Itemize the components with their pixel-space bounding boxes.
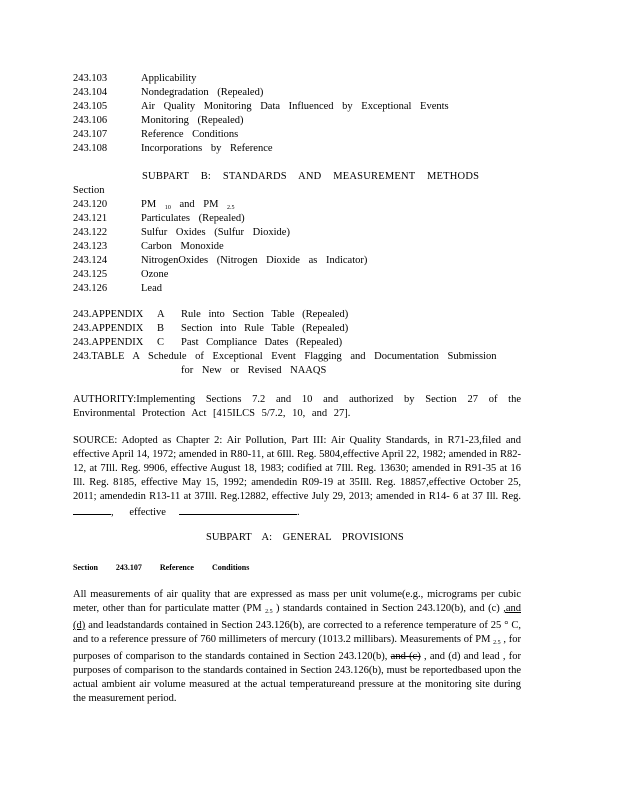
toc-number: 243.105: [73, 101, 108, 112]
toc-title: Reference Conditions: [141, 129, 239, 140]
section-heading: Section 243.107 Reference Conditions: [73, 563, 250, 572]
table-entry[interactable]: 243.TABLE A Schedule of Exceptional Event Flagging and Documentation Submission: [73, 351, 497, 362]
toc-number: 243.106: [73, 115, 108, 126]
toc-title: PM $_{10}$ and PM $_{2.5}$: [141, 199, 235, 211]
toc-title: Carbon Monoxide: [141, 241, 224, 252]
authority-text: AUTHORITY:Implementing Sections 7.2 and 10 and authorized by Section 27 of the Environmental Protection Act [415ILCS 5/7.2, 10, and 27].: [73, 394, 521, 419]
appendix-title: Section into Rule Table (Repealed): [181, 323, 349, 334]
section-body: [73, 588, 521, 706]
toc-title: Incorporations by Reference: [141, 143, 273, 154]
appendix-number: 243.APPENDIX: [73, 323, 144, 334]
toc-number: 243.126: [73, 283, 108, 294]
subpart-a-heading: SUBPART A: GENERAL PROVISIONS: [206, 532, 404, 543]
toc-title: Nondegradation (Repealed): [141, 87, 264, 98]
toc-number: 243.103: [73, 73, 108, 84]
appendix-number: 243.APPENDIX: [73, 337, 144, 348]
appendix-letter: C: [157, 337, 165, 348]
source-text: SOURCE: Adopted as Chapter 2: Air Pollution, Part III: Air Quality Standards, in R71-23,filed and effective April 14, 1972; amended in R80-11, at 6Ill. Reg. 5804,effective April 22, 1982; amended in R82-12, at 7Ill. Reg. 9906, effective August 18, 1983; codified at 7Ill. Reg. 13630; amended in R91-35 at 16 Ill. Reg. 8185, effective May 15, 1992; amendedin R09-19 at 35Ill. Reg. 18857,effective October 25, 2011; amendedin R13-11 at 37Ill. Reg.12882, effective July 29, 2013; amended in R14- 6 at 37 Ill. Reg. , effective .: [73, 435, 521, 518]
toc-title: Particulates (Repealed): [141, 213, 245, 224]
toc-number: 243.120: [73, 199, 108, 210]
appendix-title: Rule into Section Table (Repealed): [181, 309, 349, 320]
blank-line: [179, 504, 297, 515]
appendix-number: 243.APPENDIX: [73, 309, 144, 320]
toc-number: 243.123: [73, 241, 108, 252]
appendix-letter: A: [157, 309, 165, 320]
toc-number: 243.107: [73, 129, 108, 140]
subpart-b-heading: SUBPART B: STANDARDS AND MEASUREMENT METHODS: [142, 171, 480, 182]
appendix-title: Past Compliance Dates (Repealed): [181, 337, 343, 348]
toc-number: 243.121: [73, 213, 108, 224]
toc-title: Air Quality Monitoring Data Influenced by Exceptional Events: [141, 101, 449, 112]
table-entry-continued: for New or Revised NAAQS: [181, 365, 327, 376]
toc-title: Monitoring (Repealed): [141, 115, 244, 126]
toc-title: NitrogenOxides (Nitrogen Dioxide as Indicator): [141, 255, 368, 266]
toc-number: 243.104: [73, 87, 108, 98]
authority-note: [73, 393, 521, 421]
body-text: All measurements of air quality that are expressed as mass per unit volume(e.g., micrograms per cubic meter, other than for particulate matter (PM $_{2.5}$ ) standards contained in Section 243.120(b), and (c) ,and (d) and leadstandards contained in Section 243.126(b), are corrected to a reference temperature of 25 ° C, and to a reference pressure of 760 millimeters of mercury (1013.2 millibars). Measurements of PM $_{2.5}$ , for purposes of comparison to the standards contained in Section 243.120(b), and (c) , and (d) and lead , for purposes of comparison to the standards contained in Section 243.126(b), must be reportedbased upon the actual ambient air volume measured at the actual temperatureand pressure at the monitoring site during the measurement period.: [73, 589, 521, 704]
source-note: [73, 434, 521, 520]
toc-number: 243.108: [73, 143, 108, 154]
toc-title: Sulfur Oxides (Sulfur Dioxide): [141, 227, 290, 238]
section-label: Section: [73, 185, 105, 196]
toc-number: 243.125: [73, 269, 108, 280]
blank-line: [73, 504, 111, 515]
toc-title: Applicability: [141, 73, 197, 84]
toc-number: 243.122: [73, 227, 108, 238]
toc-number: 243.124: [73, 255, 108, 266]
toc-title: Ozone: [141, 269, 169, 280]
appendix-letter: B: [157, 323, 165, 334]
toc-title: Lead: [141, 283, 162, 294]
